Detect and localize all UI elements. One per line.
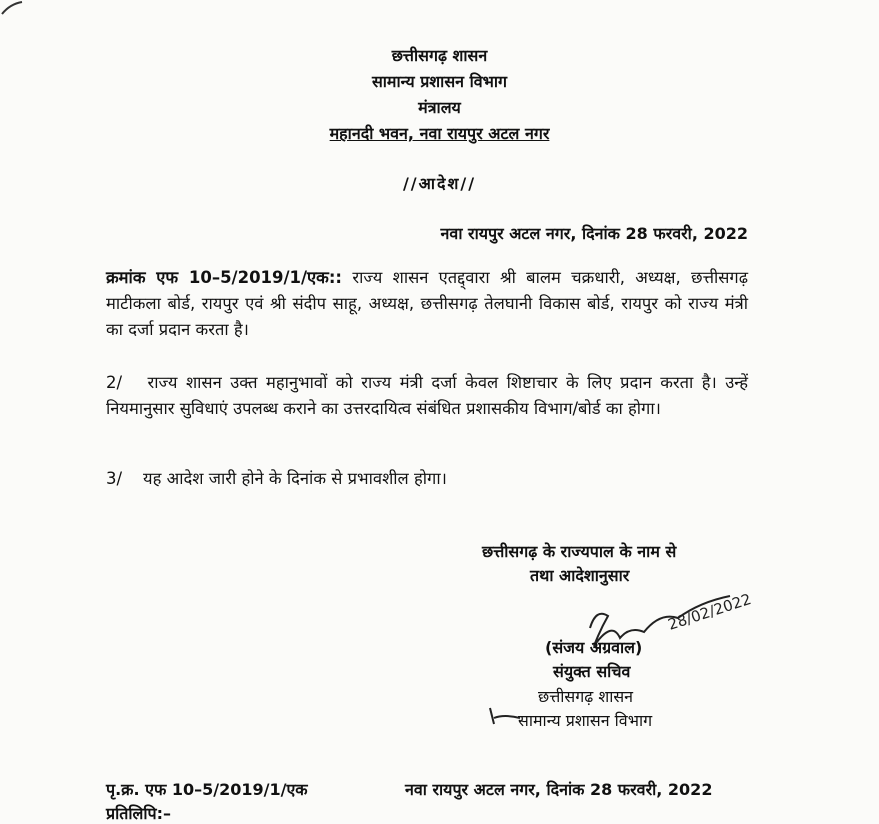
signatory-designation: संयुक्त सचिव	[553, 662, 631, 681]
header-line-department: सामान्य प्रशासन विभाग	[371, 72, 508, 91]
scan-corner-mark	[0, 0, 30, 20]
order-title: //आदेश//	[402, 174, 477, 193]
paragraph-2-number: 2/	[106, 373, 123, 392]
paragraph-2	[106, 370, 748, 422]
authority-line-2: तथा आदेशानुसार	[530, 566, 630, 585]
copy-label: प्रतिलिपि:–	[106, 804, 171, 823]
place-date: नवा रायपुर अटल नगर, दिनांक 28 फरवरी, 2022	[440, 224, 748, 243]
signatory-org-2: सामान्य प्रशासन विभाग	[518, 711, 653, 730]
paragraph-2-text: राज्य शासन उक्त महानुभावों को राज्य मंत्री दर्जा केवल शिष्टाचार के लिए प्रदान करता है। उन्हें नियमानुसार सुविधाएं उपलब्ध कराने का उत्तरदायित्व संबंधित प्रशासकीय विभाग/बोर्ड का होगा।	[106, 373, 748, 418]
paragraph-3-text: यह आदेश जारी होने के दिनांक से प्रभावशील होगा।	[143, 469, 447, 488]
paragraph-1-text: राज्य शासन एतद्द्वारा श्री बालम चक्रधारी, अध्यक्ष, छत्तीसगढ़ माटीकला बोर्ड, रायपुर एवं श्री संदीप साहू, अध्यक्ष, छत्तीसगढ़ तेलघानी विकास बोर्ड, रायपुर को राज्य मंत्री का दर्जा प्रदान करता है।	[106, 268, 748, 339]
paragraph-1	[106, 265, 748, 343]
paragraph-3-number: 3/	[106, 469, 123, 488]
header-line-ministry: मंत्रालय	[418, 98, 461, 117]
footer-reference: पृ.क्र. एफ 10–5/2019/1/एक	[106, 780, 308, 799]
signatory-org-1: छत्तीसगढ़ शासन	[538, 687, 634, 706]
signature-date: 28/02/2022	[665, 589, 754, 634]
pen-mark	[486, 704, 522, 728]
paragraph-3	[106, 466, 748, 492]
authority-line-1: छत्तीसगढ़ के राज्यपाल के नाम से	[482, 542, 677, 561]
header-line-address: महानदी भवन, नवा रायपुर अटल नगर	[329, 124, 550, 143]
order-reference: क्रमांक एफ 10–5/2019/1/एक::	[106, 268, 343, 287]
footer-place-date: नवा रायपुर अटल नगर, दिनांक 28 फरवरी, 2022	[405, 780, 713, 799]
signatory-name: (संजय अग्रवाल)	[545, 638, 643, 657]
header-line-govt: छत्तीसगढ़ शासन	[391, 46, 488, 65]
